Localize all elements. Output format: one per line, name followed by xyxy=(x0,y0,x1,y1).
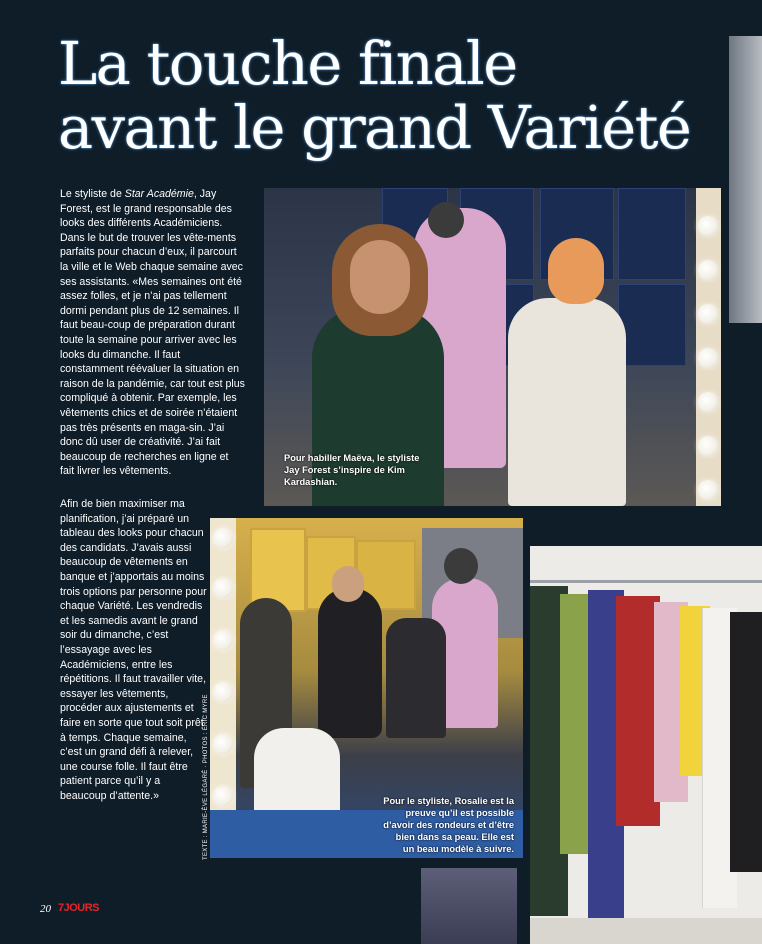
mirror-bulb xyxy=(213,786,233,806)
floor xyxy=(530,918,762,944)
headline-line-2: avant le grand Variété xyxy=(58,93,691,162)
headline xyxy=(58,29,718,162)
mirror-bulb xyxy=(698,260,718,280)
assistant-figure xyxy=(508,298,626,506)
mirror-bulb xyxy=(698,216,718,236)
brand-logo: 7JOURS xyxy=(58,902,100,914)
assistant-head xyxy=(548,238,604,304)
stylist-head xyxy=(444,548,478,584)
photo-edge-right xyxy=(729,36,762,323)
poster xyxy=(618,188,686,280)
caption-rosalie: Pour le styliste, Rosalie est la preuve qu’il est possible d’avoir des rondeurs et d’être bien dans sa peau. Elle est un beau modèle à suivre. xyxy=(383,796,514,854)
rosalie-figure xyxy=(318,588,382,738)
article-continued: Afin de bien maximiser ma planification, j’ai préparé un tableau des looks pour chacun des candidats. J’avais aussi beaucoup de vêtements en banque et j’apportais au moins trois options par personne pour chaque Variété. Les vendredis et les samedis avant le grand soir du dimanche, c’est l’essayage avec les Académiciens, entre les répétitions. Il faut travailler vite, essayer les vêtements, procéder aux ajustements et faire en sorte que tout soit prêt à temps. Chaque semaine, c’est un grand défi à relever, une course folle. Il faut être patient parce qu’il y a beaucoup d’attente.» xyxy=(60,498,207,802)
photo-credit: TEXTE : MARIE-ÈVE LÉGARÉ · PHOTOS : ÉRIC MYRE xyxy=(203,694,209,860)
mirror-bulb xyxy=(213,528,233,548)
photo-edge-bottom xyxy=(421,868,517,944)
photo-clothing-rack xyxy=(530,546,762,944)
person-figure xyxy=(386,618,446,738)
rack-bar xyxy=(530,580,762,583)
stylist-head xyxy=(428,202,464,238)
mirror-bulb xyxy=(213,682,233,702)
maeva-face xyxy=(350,240,410,314)
article-intro-start: Le styliste de xyxy=(60,188,125,200)
mirror-bulb xyxy=(698,436,718,456)
show-title: Star Académie xyxy=(124,188,194,200)
mirror-bulb xyxy=(698,304,718,324)
caption-maeva: Pour habiller Maëva, le styliste Jay Forest s’inspire de Kim Kardashian. xyxy=(284,453,420,487)
mirror-bulb xyxy=(698,480,718,500)
garment xyxy=(730,612,762,872)
mirror-bulb xyxy=(213,630,233,650)
rosalie-head xyxy=(332,566,364,602)
mirror-bulb xyxy=(698,392,718,412)
page-number: 20 xyxy=(40,903,51,915)
article-intro-rest: , Jay Forest, est le grand responsable des looks des différents Académiciens. Dans le but de trouver les vête-ments parfaits pour chacun d’eux, il parcourt la ville et le Web chaque semaine avec ses assistants. «Mes semaines ont été assez folles, et je n’ai pas tellement dormi pendant plus de 12 semaines. Il faut beau-coup de préparation durant toute la semaine pour arriver avec les looks du dimanche. Il faut constamment réévaluer la situation en raison de la pandémie, car tout est plus compliqué à obtenir. Par exemple, les vêtements chics et de soirée n’étaient pas très présents en maga-sin. J’ai donc dû user de créativité. J’ai fait beaucoup de recherches en ligne et fait livrer les vêtements. xyxy=(60,188,245,478)
headline-line-1: La touche finale xyxy=(58,29,517,98)
mirror-bulb xyxy=(213,734,233,754)
article-intro xyxy=(60,187,245,479)
mirror-bulb xyxy=(213,578,233,598)
mirror-bulb xyxy=(698,348,718,368)
poster xyxy=(618,284,686,366)
